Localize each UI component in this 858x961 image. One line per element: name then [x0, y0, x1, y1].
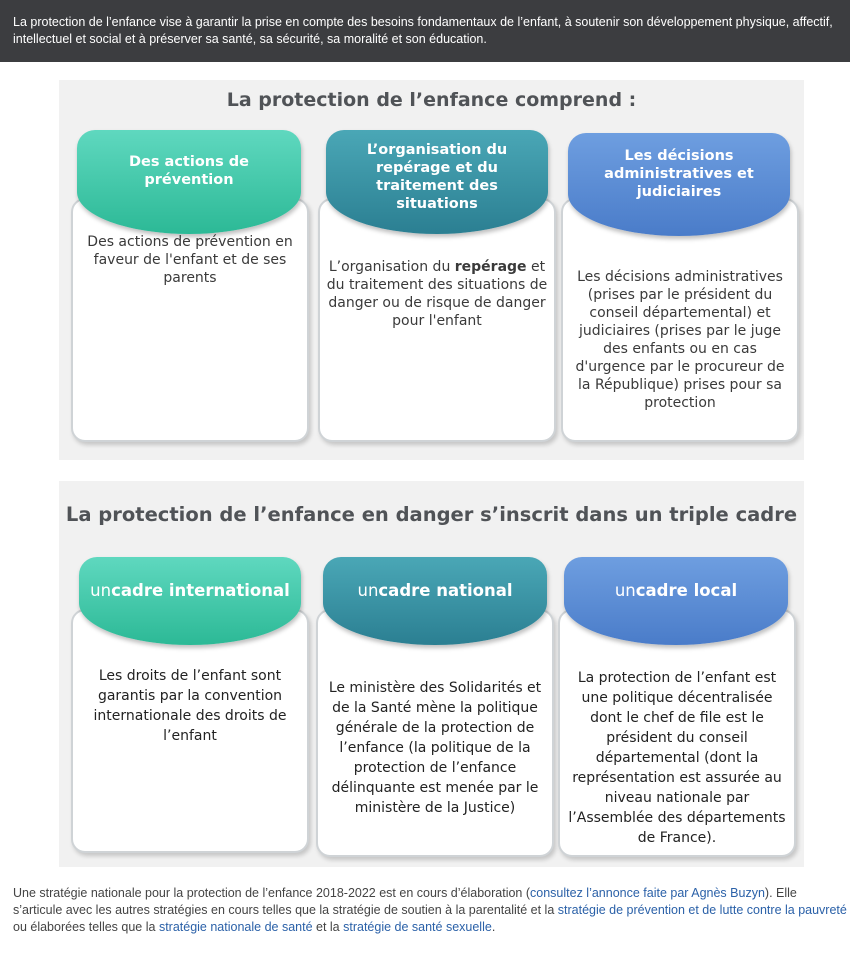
intro-text: La protection de l’enfance vise à garantir la prise en compte des besoins fondamentaux de l’enfant, à soutenir son développement physique, affectif, intellectuel et social et à préserver sa santé, sa sécurité, sa moralité et son éducation. — [13, 15, 833, 46]
tab-prevention — [77, 130, 301, 234]
footer-text: ou élaborées telles que la — [13, 920, 159, 934]
tab-label: L’organisation du repérage et du traitement des situations — [366, 142, 508, 212]
card-text: Les droits de l’enfant sont garantis par la convention internationale des droits de l’enfant — [93, 668, 287, 744]
card-cadre-international — [71, 609, 309, 853]
tab-reperage — [326, 130, 548, 234]
tab-label: Des actions de prévention — [128, 154, 249, 188]
panel-title: La protection de l’enfance en danger s’inscrit dans un triple cadre — [65, 503, 798, 526]
panel-title: La protection de l’enfance comprend : — [226, 89, 637, 111]
card-text: Les décisions administratives (prises par le président du conseil départemental) et judiciaires (prises par le juge des enfants ou en cas d'urgence par le procureur de la République) prises pour sa protection — [575, 269, 785, 411]
tab-cadre-international — [79, 557, 301, 645]
footer-text: Une stratégie nationale pour la protection de l’enfance 2018-2022 est en cours d’élaboration ( — [13, 886, 531, 900]
tab-label: cadre international — [111, 580, 290, 600]
footer-text: ). Elle s’articule avec les autres stratégies en cours telles que la stratégie de soutien à la parentalité et la — [13, 886, 797, 917]
card-text-bold: repérage — [454, 259, 527, 275]
intro-banner — [0, 0, 850, 62]
footer-text: . — [491, 920, 496, 934]
tab-prefix: un — [357, 580, 379, 600]
footer-text: et la — [312, 920, 344, 934]
tab-prefix: un — [90, 580, 112, 600]
link-strategie-sante[interactable]: stratégie nationale de santé — [158, 920, 313, 934]
card-text — [320, 258, 554, 330]
card-prevention — [71, 198, 309, 442]
tab-cadre-local — [564, 557, 788, 645]
card-text: Des actions de prévention en faveur de l'enfant et de ses parents — [87, 234, 293, 286]
link-sante-sexuelle[interactable]: stratégie de santé sexuelle — [343, 920, 492, 934]
card-cadre-local — [558, 609, 796, 857]
tab-label: cadre local — [635, 580, 738, 600]
tab-cadre-national — [323, 557, 547, 645]
tab-label: Les décisions administratives et judiciaires — [604, 147, 754, 200]
card-reperage — [318, 198, 556, 442]
tab-label: cadre national — [378, 580, 513, 600]
protection-comprend-panel — [59, 80, 804, 460]
link-strategie-pauvrete[interactable]: stratégie de prévention et de lutte contre la pauvreté — [557, 903, 847, 917]
footer-paragraph — [13, 885, 849, 936]
card-text: La protection de l’enfant est une politique décentralisée dont le chef de file est le président du conseil départemental (dont la représentation est assurée au niveau nationale par l’Assemblée des départements de France). — [568, 670, 786, 846]
card-text-part: et du traitement des situations de danger ou de risque de danger pour l'enfant — [326, 259, 548, 329]
card-text-part: L’organisation du — [328, 259, 455, 275]
card-text: Le ministère des Solidarités et de la Santé mène la politique générale de la protection de l’enfance (la politique de la protection de l’enfance délinquante est menée par le ministère de la Justice) — [328, 680, 542, 816]
triple-cadre-panel — [59, 481, 804, 867]
tab-prefix: un — [614, 580, 636, 600]
link-annonce-buzyn[interactable]: consultez l’annonce faite par Agnès Buzyn — [530, 886, 765, 900]
card-cadre-national — [316, 609, 554, 857]
tab-decisions — [568, 133, 790, 236]
